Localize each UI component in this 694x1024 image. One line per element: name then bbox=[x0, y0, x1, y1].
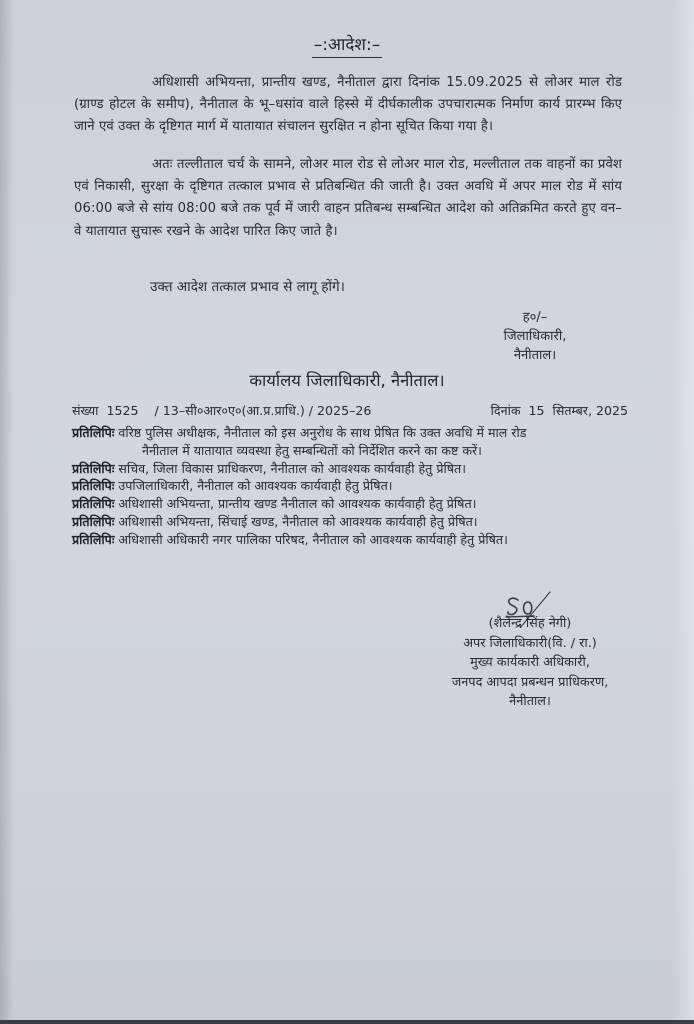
order-title-text: –:आदेश:– bbox=[312, 34, 382, 58]
signatory-name: (शैलेन्द्र सिंह नेगी) bbox=[488, 616, 572, 631]
copy-label: प्रतिलिपिः bbox=[72, 531, 115, 547]
copy-item bbox=[72, 531, 634, 549]
office-heading: कार्यालय जिलाधिकारी, नैनीताल। bbox=[249, 371, 445, 390]
page-edge-shadow bbox=[0, 0, 14, 1024]
signatory-designation-line: जनपद आपदा प्रबन्धन प्राधिकरण, bbox=[451, 674, 609, 690]
effect-statement: उक्त आदेश तत्काल प्रभाव से लागू होंगे। bbox=[150, 279, 345, 295]
signatory-designation: जिलाधिकारी, bbox=[503, 329, 567, 344]
copy-recipient-text: अधिशासी अधिकारी नगर पालिका परिषद, नैनीताल को आवश्यक कार्यवाही हेतु प्रेषित। bbox=[118, 531, 508, 547]
copy-item bbox=[72, 460, 634, 478]
order-title bbox=[0, 34, 694, 58]
copy-item bbox=[72, 424, 634, 442]
page-edge-highlight bbox=[672, 0, 694, 1024]
signatory-place: नैनीताल। bbox=[513, 348, 557, 363]
reference-number: संख्या 1525 / 13–सी०आर०ए०(आ.प्र.प्राधि.) / 2025–26 bbox=[72, 403, 372, 418]
copy-distribution-list bbox=[72, 424, 634, 549]
copy-recipient-text: अधिशासी अभियन्ता, सिंचाई खण्ड, नैनीताल को आवश्यक कार्यवाही हेतु प्रेषित। bbox=[118, 513, 478, 529]
body-paragraph-2: अतः तल्लीताल चर्च के सामने, लोअर माल रोड से लोअर माल रोड, मल्लीताल तक वाहनों का प्रवेश एवं निकासी, सुरक्षा के दृष्टिगत तत्काल प्रभाव से प्रतिबन्धित की जाती है। उक्त अवधि में अपर माल रोड में सांय 06:00 बजे से सांय 08:00 बजे तक पूर्व में जारी वाहन प्रतिबन्ध सम्बन्धित आदेश को अतिक्रमित करते हुए वन–वे यातायात सुचारू रखने के आदेश पारित किए जाते है। bbox=[74, 157, 622, 239]
copy-recipient-text: सचिव, जिला विकास प्राधिकरण, नैनीताल को आवश्यक कार्यवाही हेतु प्रेषित। bbox=[118, 460, 466, 476]
copy-label: प्रतिलिपिः bbox=[72, 513, 115, 529]
additional-magistrate-signature-block bbox=[420, 594, 640, 712]
copy-label: प्रतिलिपिः bbox=[72, 460, 115, 476]
copy-label: प्रतिलिपिः bbox=[72, 478, 115, 494]
copy-recipient-text: वरिष्ठ पुलिस अधीक्षक, नैनीताल को इस अनुरोध के साथ प्रेषित कि उक्त अवधि में माल रोड bbox=[118, 425, 527, 440]
body-paragraph-1: अधिशासी अभियन्ता, प्रान्तीय खण्ड, नैनीताल द्वारा दिनांक 15.09.2025 से लोअर माल रोड (ग्राण्ड होटल के समीप), नैनीताल के भू–धसांव वाले हिस्से में दीर्घकालीक उपचारात्मक निर्माण कार्य प्रारम्भ किए जाने एवं उक्त के दृष्टिगत मार्ग में यातायात संचालन सुरक्षित न होना सूचित किया गया है। bbox=[74, 75, 622, 135]
copy-label: प्रतिलिपिः bbox=[72, 425, 115, 440]
bottom-edge-bar bbox=[0, 1020, 694, 1024]
copy-item bbox=[72, 477, 634, 495]
signatory-place: नैनीताल। bbox=[509, 694, 551, 710]
district-magistrate-signature-block bbox=[470, 308, 600, 365]
signed-mark: ह०/– bbox=[522, 310, 548, 325]
copy-recipient-text: अधिशासी अभियन्ता, प्रान्तीय खण्ड नैनीताल को आवश्यक कार्यवाही हेतु प्रेषित। bbox=[118, 496, 477, 512]
copy-label: प्रतिलिपिः bbox=[72, 496, 115, 512]
copy-item bbox=[72, 513, 634, 531]
reference-date: दिनांक 15 सितम्बर, 2025 bbox=[490, 403, 628, 418]
signatory-designation-line: अपर जिलाधिकारी(वि. / रा.) bbox=[463, 635, 597, 651]
signatory-designation-line: मुख्य कार्यकारी अधिकारी, bbox=[470, 655, 590, 671]
copy-continuation: नैनीताल में यातायात व्यवस्था हेतु सम्बन्धितों को निर्देशित करने का कष्ट करें। bbox=[142, 442, 482, 458]
copy-recipient-text: उपजिलाधिकारी, नैनीताल को आवश्यक कार्यवाही हेतु प्रेषित। bbox=[118, 478, 393, 494]
copy-item bbox=[72, 495, 634, 513]
